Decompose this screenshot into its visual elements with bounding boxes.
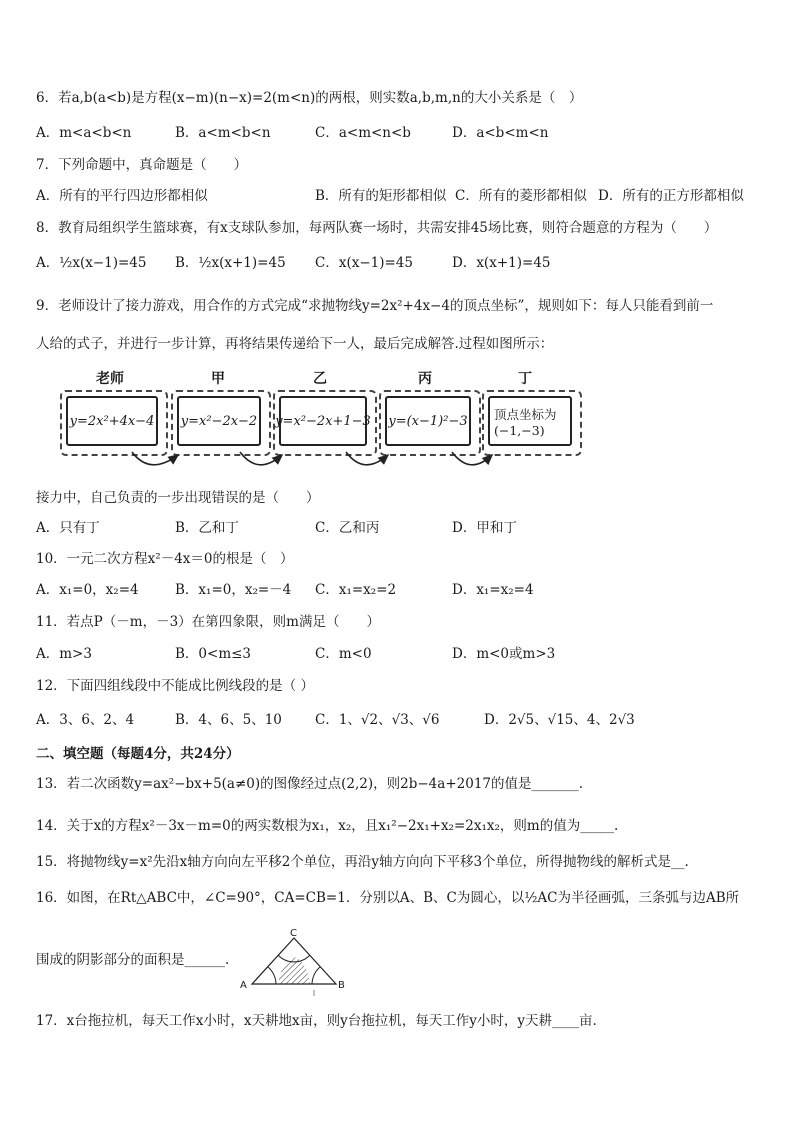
relay-arrow-1 [132, 452, 178, 465]
q6-option-d: D．a<b<m<n [452, 125, 549, 141]
q7-option-a: A．所有的平行四边形都相似 [36, 188, 208, 204]
label-b: B [338, 980, 345, 991]
q12-option-d: D．2√5、√15、4、2√3 [484, 712, 635, 728]
q11-option-b: B．0<m≤3 [175, 646, 252, 662]
question-16-line-1: 16．如图，在Rt△ABC中，∠C=90°，CA=CB=1．分别以A、B、C为圆心，以½AC为半径画弧，三条弧与边AB所 [36, 890, 740, 906]
relay-box-teacher: y=2x²+4x−4 [66, 396, 158, 446]
q11-option-a: A．m>3 [36, 646, 92, 662]
relay-arrows [0, 0, 794, 500]
q10-option-d: D．x₁=x₂=4 [452, 582, 534, 598]
relay-box-bing: y=(x−1)²−3 [385, 396, 471, 446]
question-13: 13．若二次函数y=ax²−bx+5(a≠0)的图像经过点(2,2)，则2b−4a+2017的值是_______. [36, 776, 584, 792]
q12-option-c: C．1、√2、√3、√6 [315, 712, 440, 728]
shaded-region [278, 957, 310, 984]
question-12-stem: 12．下面四组线段中不能成比例线段的是（ ） [36, 678, 314, 694]
q7-option-b: B．所有的矩形都相似 [315, 188, 447, 204]
q11-option-d: D．m<0或m>3 [452, 646, 556, 662]
q12-option-b: B．4、6、5、10 [175, 712, 282, 728]
q9-option-b: B．乙和丁 [175, 520, 239, 536]
q9-option-c: C．乙和丙 [315, 520, 380, 536]
q10-option-b: B．x₁=0，x₂=－4 [175, 582, 292, 598]
relay-label-ding: 丁 [518, 371, 532, 387]
q8-option-a: A．½x(x−1)=45 [36, 255, 147, 271]
relay-box-yi: y=x²−2x+1−3 [279, 396, 367, 446]
relay-box-jia: y=x²−2x−2 [177, 396, 261, 446]
q7-option-d: D．所有的正方形都相似 [598, 188, 744, 204]
relay-arrow-2 [240, 452, 282, 465]
relay-label-yi: 乙 [313, 371, 327, 387]
label-a: A [240, 980, 247, 991]
relay-box-ding-line-1: 顶点坐标为 [494, 406, 557, 422]
question-9-line-2: 人给的式子，并进行一步计算，再将结果传递给下一人，最后完成解答.过程如图所示： [36, 336, 554, 352]
question-15: 15．将抛物线y=x²先沿x轴方向向左平移2个单位，再沿y轴方向向下平移3个单位，所得抛物线的解析式是__. [36, 854, 689, 870]
q9-option-a: A．只有丁 [36, 520, 100, 536]
question-11-stem: 11．若点P（－m，－3）在第四象限，则m满足（ ） [36, 614, 380, 630]
label-c: C [290, 928, 297, 939]
q8-option-d: D．x(x+1)=45 [452, 255, 551, 271]
relay-arrow-4 [452, 452, 492, 465]
question-9-line-3: 接力中，自己负责的一步出现错误的是（ ） [36, 490, 320, 506]
question-17: 17．x台拖拉机，每天工作x小时，x天耕地x亩，则y台拖拉机，每天工作y小时，y天耕____亩. [36, 1013, 597, 1029]
question-7-stem: 7．下列命题中，真命题是（ ） [36, 157, 248, 173]
relay-label-jia: 甲 [211, 371, 225, 387]
q6-option-c: C．a<m<n<b [315, 125, 411, 141]
q8-option-b: B．½x(x+1)=45 [175, 255, 286, 271]
question-9-line-1: 9．老师设计了接力游戏，用合作的方式完成“求抛物线y=2x²+4x−4的顶点坐标”，规则如下：每人只能看到前一 [36, 298, 714, 314]
relay-box-ding-line-2: (−1,−3) [494, 422, 545, 438]
relay-arrow-3 [346, 452, 388, 465]
arc-b [312, 967, 320, 984]
q12-option-a: A．3、6、2、4 [36, 712, 135, 728]
q9-option-d: D．甲和丁 [452, 520, 517, 536]
question-10-stem: 10．一元二次方程x²－4x＝0的根是（ ） [36, 551, 294, 567]
q8-option-c: C．x(x−1)=45 [315, 255, 413, 271]
section-fill-in-heading: 二、填空题（每题4分，共24分） [36, 746, 240, 762]
q11-option-c: C．m<0 [315, 646, 372, 662]
question-8-stem: 8．教育局组织学生篮球赛，有x支球队参加，每两队赛一场时，共需安排45场比赛，则符合题意的方程为（ ） [36, 220, 718, 236]
q10-option-c: C．x₁=x₂=2 [315, 582, 397, 598]
question-14: 14．关于x的方程x²－3x－m=0的两实数根为x₁，x₂，且x₁²−2x₁+x₂=2x₁x₂，则m的值为_____. [36, 818, 619, 834]
question-16-line-2: 围成的阴影部分的面积是______. [36, 952, 230, 968]
q7-option-c: C．所有的菱形都相似 [455, 188, 587, 204]
q6-option-b: B．a<m<b<n [175, 125, 271, 141]
arc-a [268, 967, 276, 984]
relay-label-teacher: 老师 [96, 371, 124, 387]
question-6-stem: 6．若a,b(a<b)是方程(x−m)(n−x)=2(m<n)的两根，则实数a,b,m,n的大小关系是（ ） [36, 90, 583, 106]
q6-option-a: A．m<a<b<n [36, 125, 132, 141]
q10-option-a: A．x₁=0，x₂=4 [36, 582, 139, 598]
relay-label-bing: 丙 [418, 371, 432, 387]
